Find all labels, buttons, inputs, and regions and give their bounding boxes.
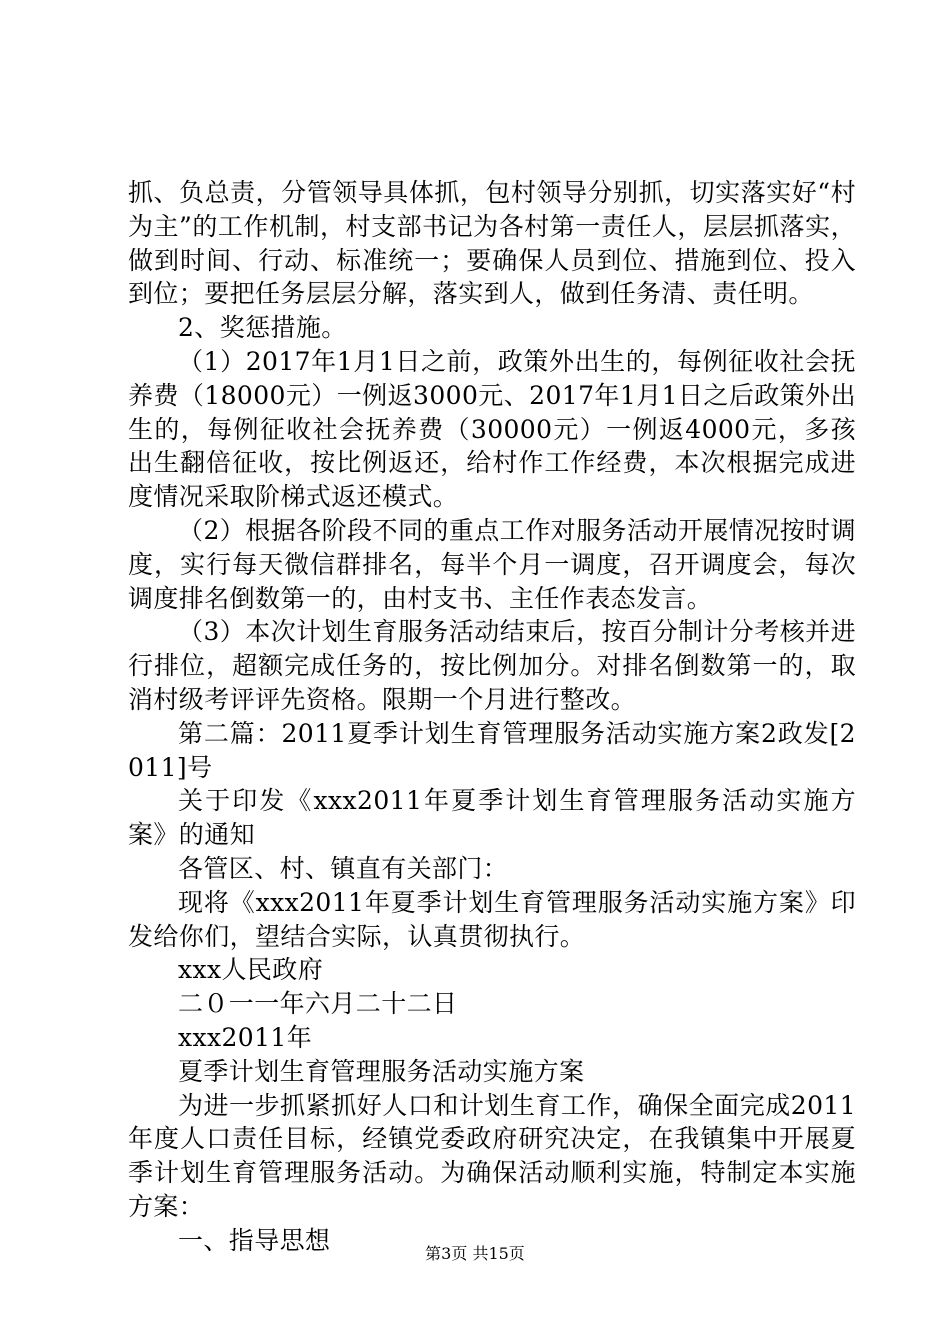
paragraph-notice-body: 现将《xxx2011年夏季计划生育管理服务活动实施方案》印发给你们，望结合实际，认真贯彻执行。 [128, 887, 856, 951]
paragraph-date: 二０一一年六月二十二日 [178, 989, 458, 1019]
paragraph-measure-3: （3）本次计划生育服务活动结束后，按百分制计分考核并进行排位，超额完成任务的，按比例加分。对排名倒数第一的，取消村级考评评先资格。限期一个月进行整改。 [128, 617, 856, 714]
paragraph-measure-1: （1）2017年1月1日之前，政策外出生的，每例征收社会抚养费（18000元）一例返3000元、2017年1月1日之后政策外出生的，每例征收社会抚养费（30000元）一例返4000元，多孩出生翻倍征收，按比例返还，给村作工作经费，本次根据完成进度情况采取阶梯式返还模式。 [128, 346, 856, 512]
paragraph-plan-intro: 为进一步抓紧抓好人口和计划生育工作，确保全面完成2011年度人口责任目标，经镇党委政府研究决定，在我镇集中开展夏季计划生育管理服务活动。为确保活动顺利实施，特制定本实施方案： [128, 1090, 856, 1221]
paragraph-notice-title: 关于印发《xxx2011年夏季计划生育管理服务活动实施方案》的通知 [128, 786, 856, 850]
paragraph-recipients: 各管区、村、镇直有关部门： [178, 853, 509, 883]
paragraph-plan-title: 夏季计划生育管理服务活动实施方案 [178, 1056, 585, 1086]
page-number-label: 第3页 共15页 [425, 1244, 525, 1263]
paragraph-part-two-title: 第二篇：2011夏季计划生育管理服务活动实施方案2政发[2011]号 [128, 718, 856, 782]
page-footer [0, 1244, 950, 1264]
paragraph-guiding-ideology: 一、指导思想 [178, 1225, 331, 1255]
paragraph-reward-heading: 2、奖惩措施。 [178, 313, 347, 343]
paragraph-issuer: xxx人民政府 [178, 955, 324, 985]
paragraph-responsibility: 抓、负总责，分管领导具体抓，包村领导分别抓，切实落实好“村为主”的工作机制，村支部书记为各村第一责任人，层层抓落实，做到时间、行动、标准统一；要确保人员到位、措施到位、投入到位；要把任务层层分解，落实到人，做到任务清、责任明。 [128, 178, 856, 309]
paragraph-plan-year: xxx2011年 [178, 1022, 313, 1052]
document-body [128, 176, 856, 1258]
paragraph-measure-2: （2）根据各阶段不同的重点工作对服务活动开展情况按时调度，实行每天微信群排名，每半个月一调度，召开调度会，每次调度排名倒数第一的，由村支书、主任作表态发言。 [128, 515, 856, 613]
